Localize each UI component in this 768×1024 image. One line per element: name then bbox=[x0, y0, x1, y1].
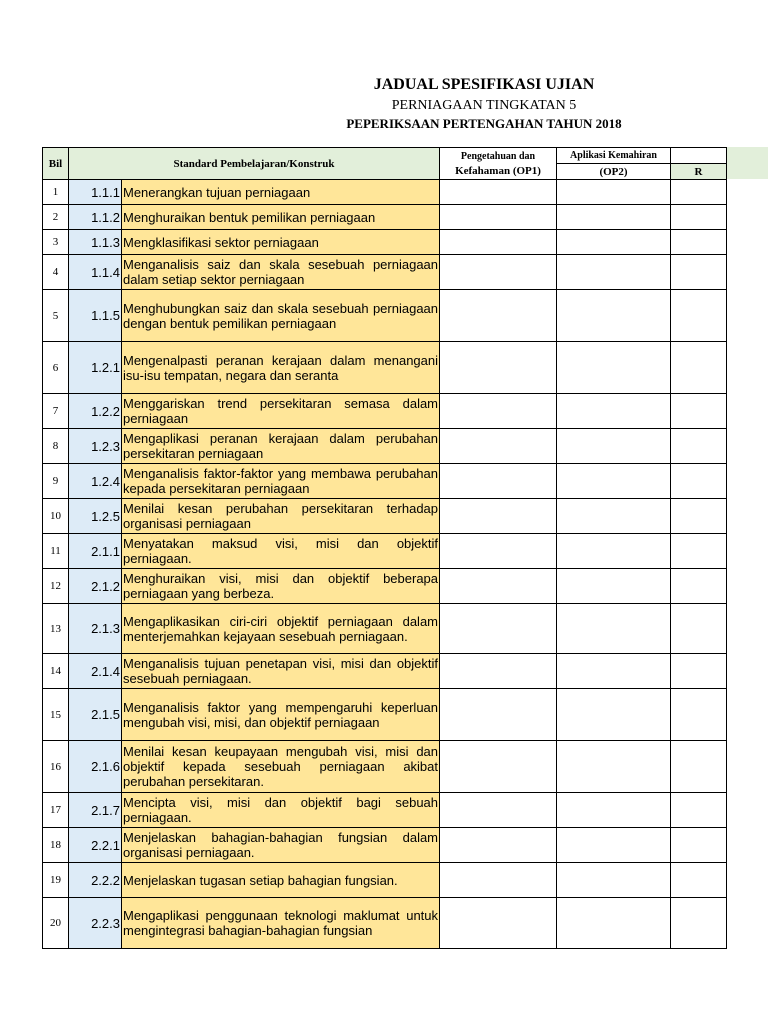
row-number: 20 bbox=[43, 898, 69, 949]
header-r: R bbox=[671, 164, 727, 180]
op1-cell bbox=[440, 464, 557, 499]
header-op1 bbox=[440, 148, 557, 180]
r-cell bbox=[671, 255, 727, 290]
op1-cell bbox=[440, 205, 557, 230]
row-number: 1 bbox=[43, 180, 69, 205]
op1-cell bbox=[440, 863, 557, 898]
op1-cell bbox=[440, 429, 557, 464]
op2-cell bbox=[557, 290, 671, 342]
op2-cell bbox=[557, 429, 671, 464]
exam-name: PEPERIKSAAN PERTENGAHAN TAHUN 2018 bbox=[346, 116, 622, 131]
op1-cell bbox=[440, 569, 557, 604]
op2-cell bbox=[557, 342, 671, 394]
op2-cell bbox=[557, 689, 671, 741]
standard-description: Menyatakan maksud visi, misi dan objektif perniagaan. bbox=[122, 534, 440, 569]
r-cell bbox=[671, 689, 727, 741]
op1-cell bbox=[440, 604, 557, 654]
row-number: 17 bbox=[43, 793, 69, 828]
table-row bbox=[43, 180, 727, 205]
op1-cell bbox=[440, 828, 557, 863]
specification-table bbox=[42, 147, 727, 949]
table-row bbox=[43, 654, 727, 689]
standard-code: 1.2.1 bbox=[69, 342, 122, 394]
standard-description: Menghubungkan saiz dan skala sesebuah perniagaan dengan bentuk pemilikan perniagaan bbox=[122, 290, 440, 342]
op1-cell bbox=[440, 394, 557, 429]
op2-cell bbox=[557, 499, 671, 534]
header-op2-line2: (OP2) bbox=[557, 164, 671, 180]
row-number: 14 bbox=[43, 654, 69, 689]
op2-cell bbox=[557, 534, 671, 569]
op1-cell bbox=[440, 741, 557, 793]
op2-cell bbox=[557, 569, 671, 604]
row-number: 8 bbox=[43, 429, 69, 464]
r-cell bbox=[671, 342, 727, 394]
table-row bbox=[43, 205, 727, 230]
r-cell bbox=[671, 604, 727, 654]
standard-description: Menganalisis saiz dan skala sesebuah perniagaan dalam setiap sektor perniagaan bbox=[122, 255, 440, 290]
row-number: 10 bbox=[43, 499, 69, 534]
row-number: 18 bbox=[43, 828, 69, 863]
r-cell bbox=[671, 290, 727, 342]
standard-description: Menghuraikan visi, misi dan objektif beberapa perniagaan yang berbeza. bbox=[122, 569, 440, 604]
table-row bbox=[43, 230, 727, 255]
standard-description: Mencipta visi, misi dan objektif bagi sebuah perniagaan. bbox=[122, 793, 440, 828]
op2-cell bbox=[557, 654, 671, 689]
op1-cell bbox=[440, 654, 557, 689]
standard-description: Menerangkan tujuan perniagaan bbox=[122, 180, 440, 205]
op2-cell bbox=[557, 205, 671, 230]
standard-description: Mengaplikasi penggunaan teknologi maklumat untuk mengintegrasi bahagian-bahagian fungsian bbox=[122, 898, 440, 949]
op1-cell bbox=[440, 290, 557, 342]
table-row bbox=[43, 290, 727, 342]
standard-description: Menjelaskan tugasan setiap bahagian fungsian. bbox=[122, 863, 440, 898]
standard-description: Mengaplikasi peranan kerajaan dalam perubahan persekitaran perniagaan bbox=[122, 429, 440, 464]
standard-description: Mengaplikasikan ciri-ciri objektif perniagaan dalam menterjemahkan kejayaan sesebuah perniagaan. bbox=[122, 604, 440, 654]
r-cell bbox=[671, 828, 727, 863]
table-row bbox=[43, 534, 727, 569]
row-number: 4 bbox=[43, 255, 69, 290]
op2-cell bbox=[557, 604, 671, 654]
extra-header-cell bbox=[726, 147, 768, 179]
header-op1-line1: Pengetahuan dan bbox=[460, 150, 536, 162]
standard-description: Menganalisis faktor yang mempengaruhi keperluan mengubah visi, misi, dan objektif perniagaan bbox=[122, 689, 440, 741]
r-cell bbox=[671, 180, 727, 205]
r-cell bbox=[671, 429, 727, 464]
table-row bbox=[43, 898, 727, 949]
standard-description: Menggariskan trend persekitaran semasa dalam perniagaan bbox=[122, 394, 440, 429]
r-cell bbox=[671, 654, 727, 689]
op1-cell bbox=[440, 230, 557, 255]
op1-cell bbox=[440, 689, 557, 741]
r-cell bbox=[671, 898, 727, 949]
op2-cell bbox=[557, 828, 671, 863]
standard-description: Mengklasifikasi sektor perniagaan bbox=[122, 230, 440, 255]
standard-code: 1.1.2 bbox=[69, 205, 122, 230]
op1-cell bbox=[440, 793, 557, 828]
r-cell bbox=[671, 569, 727, 604]
r-cell bbox=[671, 394, 727, 429]
row-number: 5 bbox=[43, 290, 69, 342]
row-number: 9 bbox=[43, 464, 69, 499]
op2-cell bbox=[557, 230, 671, 255]
op1-cell bbox=[440, 898, 557, 949]
standard-code: 2.1.2 bbox=[69, 569, 122, 604]
table-row bbox=[43, 689, 727, 741]
standard-description: Menjelaskan bahagian-bahagian fungsian dalam organisasi perniagaan. bbox=[122, 828, 440, 863]
table-row bbox=[43, 828, 727, 863]
standard-description: Menilai kesan keupayaan mengubah visi, misi dan objektif kepada sesebuah perniagaan akibat perubahan persekitaran. bbox=[122, 741, 440, 793]
standard-description: Mengenalpasti peranan kerajaan dalam menangani isu-isu tempatan, negara dan seranta bbox=[122, 342, 440, 394]
row-number: 13 bbox=[43, 604, 69, 654]
standard-code: 1.2.5 bbox=[69, 499, 122, 534]
row-number: 7 bbox=[43, 394, 69, 429]
op2-cell bbox=[557, 741, 671, 793]
r-cell bbox=[671, 741, 727, 793]
header-bil: Bil bbox=[43, 148, 69, 180]
op2-cell bbox=[557, 898, 671, 949]
table-row bbox=[43, 429, 727, 464]
table-row bbox=[43, 569, 727, 604]
r-cell bbox=[671, 230, 727, 255]
table-row bbox=[43, 464, 727, 499]
row-number: 16 bbox=[43, 741, 69, 793]
op2-cell bbox=[557, 255, 671, 290]
row-number: 6 bbox=[43, 342, 69, 394]
r-cell bbox=[671, 863, 727, 898]
standard-code: 1.1.4 bbox=[69, 255, 122, 290]
r-cell bbox=[671, 499, 727, 534]
standard-code: 2.1.6 bbox=[69, 741, 122, 793]
table-row bbox=[43, 394, 727, 429]
table-body bbox=[43, 180, 727, 949]
standard-code: 2.2.2 bbox=[69, 863, 122, 898]
header-op2-line1: Aplikasi Kemahiran bbox=[557, 148, 671, 164]
header-op1-line2: Kefahaman (OP1) bbox=[455, 164, 541, 177]
table-row bbox=[43, 863, 727, 898]
document-subtitle: PERNIAGAAN TINGKATAN 5 bbox=[391, 98, 577, 113]
row-number: 11 bbox=[43, 534, 69, 569]
r-cell bbox=[671, 205, 727, 230]
standard-code: 2.1.1 bbox=[69, 534, 122, 569]
row-number: 2 bbox=[43, 205, 69, 230]
row-number: 12 bbox=[43, 569, 69, 604]
standard-code: 2.2.3 bbox=[69, 898, 122, 949]
standard-code: 2.1.5 bbox=[69, 689, 122, 741]
table-row bbox=[43, 342, 727, 394]
op1-cell bbox=[440, 342, 557, 394]
op2-cell bbox=[557, 863, 671, 898]
table-row bbox=[43, 741, 727, 793]
op2-cell bbox=[557, 180, 671, 205]
r-cell bbox=[671, 464, 727, 499]
standard-code: 2.1.7 bbox=[69, 793, 122, 828]
standard-code: 2.1.4 bbox=[69, 654, 122, 689]
standard-description: Menghuraikan bentuk pemilikan perniagaan bbox=[122, 205, 440, 230]
op1-cell bbox=[440, 499, 557, 534]
standard-code: 2.1.3 bbox=[69, 604, 122, 654]
row-number: 3 bbox=[43, 230, 69, 255]
standard-code: 1.1.3 bbox=[69, 230, 122, 255]
r-cell bbox=[671, 793, 727, 828]
op1-cell bbox=[440, 534, 557, 569]
table-row bbox=[43, 793, 727, 828]
standard-code: 1.1.5 bbox=[69, 290, 122, 342]
standard-code: 1.1.1 bbox=[69, 180, 122, 205]
document-title: JADUAL SPESIFIKASI UJIAN bbox=[373, 76, 595, 93]
standard-description: Menganalisis tujuan penetapan visi, misi dan objektif sesebuah perniagaan. bbox=[122, 654, 440, 689]
op2-cell bbox=[557, 394, 671, 429]
row-number: 19 bbox=[43, 863, 69, 898]
r-cell bbox=[671, 534, 727, 569]
op2-cell bbox=[557, 793, 671, 828]
standard-code: 1.2.4 bbox=[69, 464, 122, 499]
op1-cell bbox=[440, 180, 557, 205]
standard-description: Menilai kesan perubahan persekitaran terhadap organisasi perniagaan bbox=[122, 499, 440, 534]
table-row bbox=[43, 499, 727, 534]
header-standard: Standard Pembelajaran/Konstruk bbox=[69, 148, 440, 180]
standard-code: 2.2.1 bbox=[69, 828, 122, 863]
standard-code: 1.2.2 bbox=[69, 394, 122, 429]
op1-cell bbox=[440, 255, 557, 290]
standard-code: 1.2.3 bbox=[69, 429, 122, 464]
standard-description: Menganalisis faktor-faktor yang membawa perubahan kepada persekitaran perniagaan bbox=[122, 464, 440, 499]
header-r-top bbox=[671, 148, 727, 164]
table-row bbox=[43, 255, 727, 290]
op2-cell bbox=[557, 464, 671, 499]
row-number: 15 bbox=[43, 689, 69, 741]
table-row bbox=[43, 604, 727, 654]
